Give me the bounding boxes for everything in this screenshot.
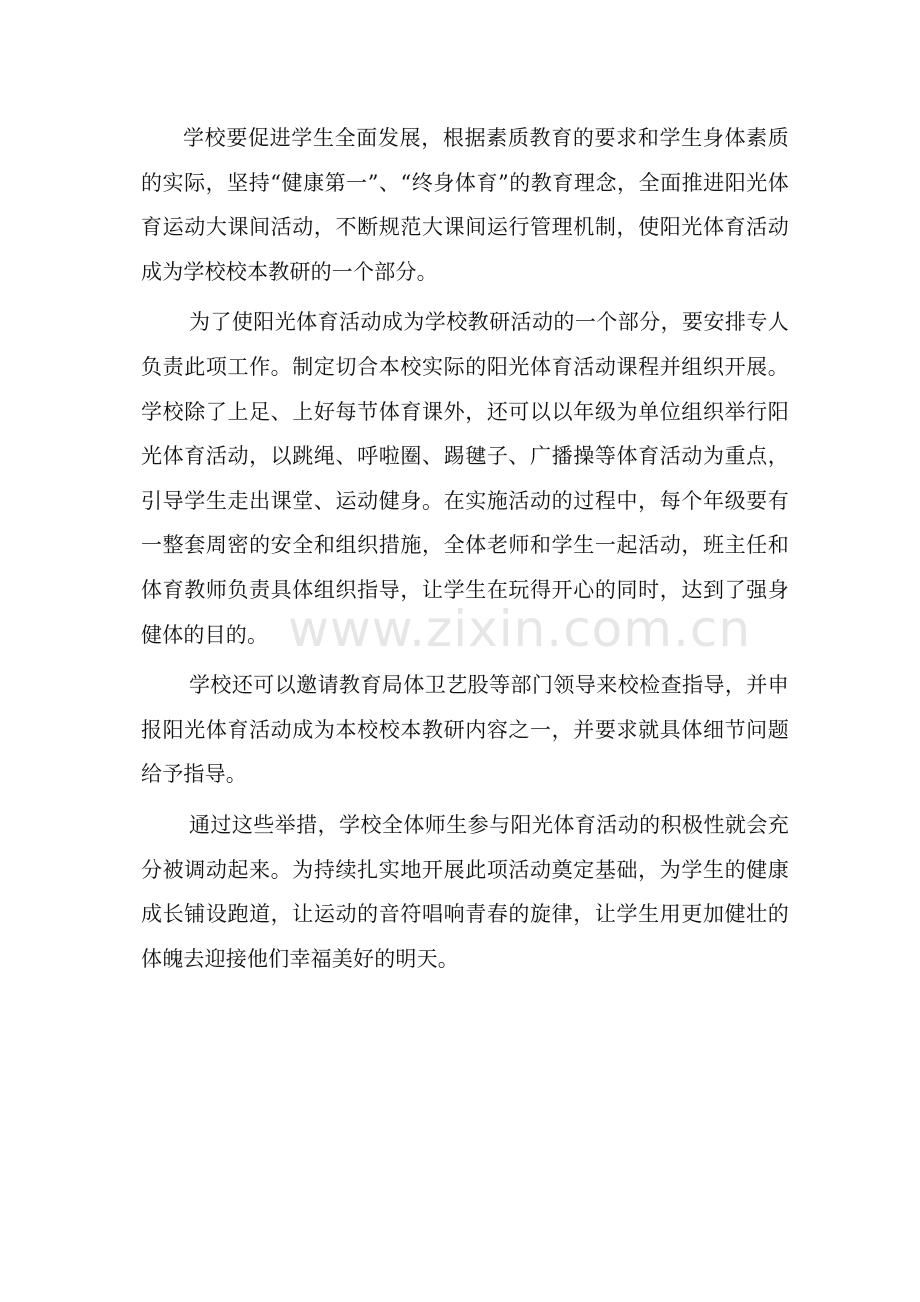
paragraph-1: 学校要促进学生全面发展，根据素质教育的要求和学生身体素质的实际，坚持“健康第一”、“终身体育”的教育理念，全面推进阳光体育运动大课间活动，不断规范大课间运行管理机制，使阳光体育活动成为学校校本教研的一个部分。 xyxy=(141,126,789,284)
paragraph-3: 学校还可以邀请教育局体卫艺股等部门领导来校检查指导，并申报阳光体育活动成为本校校本教研内容之一，并要求就具体细节问题给予指导。 xyxy=(141,673,789,787)
watermark-text: www.zixin.com.cn xyxy=(288,600,752,658)
paragraph-4: 通过这些举措，学校全体师生参与阳光体育活动的积极性就会充分被调动起来。为持续扎实地开展此项活动奠定基础，为学生的健康成长铺设跑道，让运动的音符唱响青春的旋律，让学生用更加健壮的体魄去迎接他们幸福美好的明天。 xyxy=(141,812,789,971)
paragraph-2: 为了使阳光体育活动成为学校教研活动的一个部分，要安排专人负责此项工作。制定切合本校实际的阳光体育活动课程并组织开展。学校除了上足、上好每节体育课外，还可以以年级为单位组织举行阳光体育活动，以跳绳、呼啦圈、踢毽子、广播操等体育活动为重点，引导学生走出课堂、运动健身。在实施活动的过程中，每个年级要有一整套周密的安全和组织措施，全体老师和学生一起活动，班主任和体育教师负责具体组织指导，让学生在玩得开心的同时，达到了强身健体的目的。 xyxy=(141,310,789,647)
document-body xyxy=(141,116,789,981)
